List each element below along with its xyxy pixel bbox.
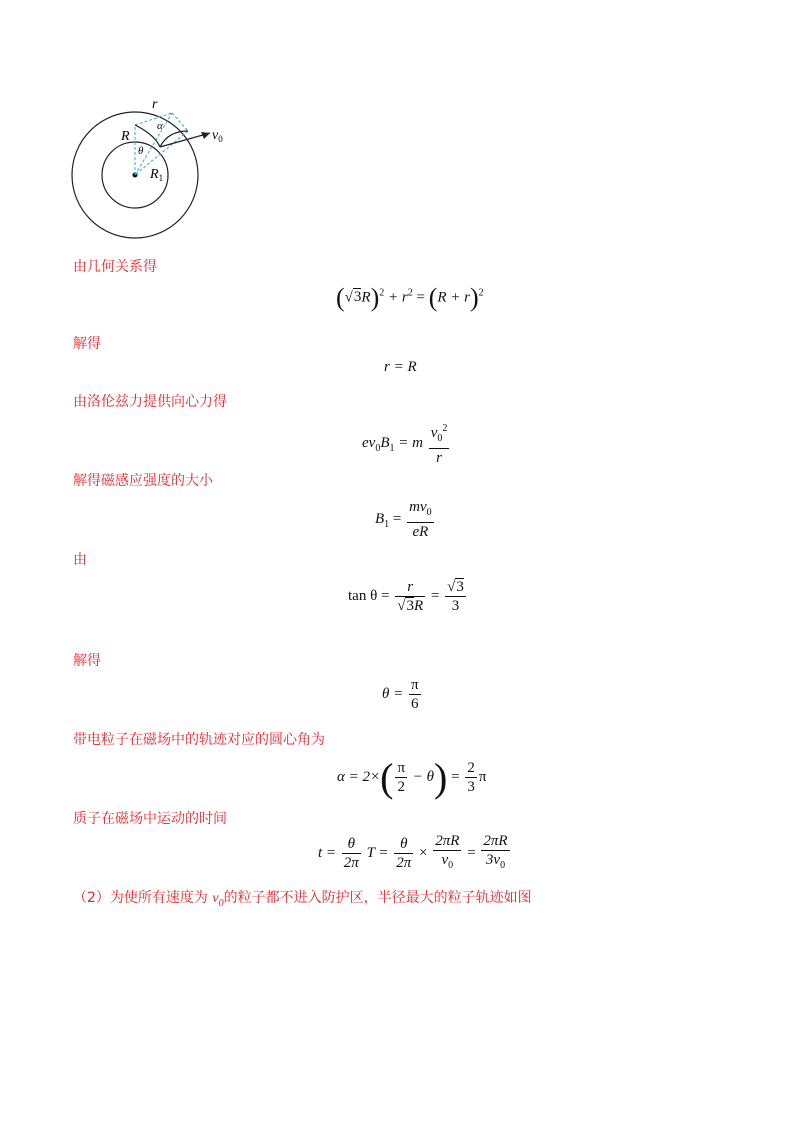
label-R1: $R_1$	[150, 167, 164, 183]
label-v0: $v_0$	[212, 128, 223, 144]
label-alpha: α	[157, 120, 163, 132]
equation-theta: θ = $\frac{\pi}{6}$	[382, 677, 419, 712]
step-text-solve2: 解得	[73, 653, 101, 669]
step-text-solve1: 解得	[73, 336, 101, 352]
step-text-from: 由	[73, 552, 87, 568]
label-r: r	[152, 97, 158, 112]
part2-suffix: 的粒子都不进入防护区，半径最大的粒子轨迹如图	[223, 890, 532, 906]
equation-B1: $B_1$ = $\frac{mv_0}{eR}$	[375, 499, 432, 540]
step-text-field-strength: 解得磁感应强度的大小	[73, 473, 213, 489]
part2-v0-sub: 0	[218, 897, 224, 909]
equation-tan-theta: tan θ = $\frac{r}{√3R}$ = $\frac{√3}{3}$	[348, 579, 464, 614]
label-theta: θ	[138, 145, 144, 157]
part2-prefix: （2）为使所有速度为	[73, 890, 213, 906]
trajectory-arc-2	[160, 131, 188, 147]
step-text-geometry: 由几何关系得	[73, 259, 157, 275]
label-R: R	[121, 129, 130, 144]
equation-time: t = $\frac{\theta}{2\pi}$ T = $\frac{\theta}{2\pi}$ × $\frac{2\pi R}{v_0}$ = $\frac{2\pi R}{3v_0}$	[318, 833, 508, 871]
geometry-figure	[60, 95, 240, 240]
step-text-lorentz: 由洛伦兹力提供向心力得	[73, 394, 227, 410]
dashed-side-line	[172, 113, 188, 131]
part2-text	[73, 887, 532, 909]
step-text-time: 质子在磁场中运动的时间	[73, 811, 227, 827]
equation-geometry: $(√3R)^2 + r^2 = (R + r)^2$	[336, 283, 484, 312]
part2-v0: v	[212, 891, 219, 906]
equation-alpha: α = 2×( $\frac{\pi}{2}$ − θ) = $\frac{2}{3}$ π	[337, 755, 487, 800]
equation-lorentz: $ev_0B_1 = m$ $\frac{v_0^2}{r}$	[362, 420, 451, 467]
equation-r-equals-R: r = R	[384, 359, 417, 375]
step-text-central-angle: 带电粒子在磁场中的轨迹对应的圆心角为	[73, 732, 325, 748]
